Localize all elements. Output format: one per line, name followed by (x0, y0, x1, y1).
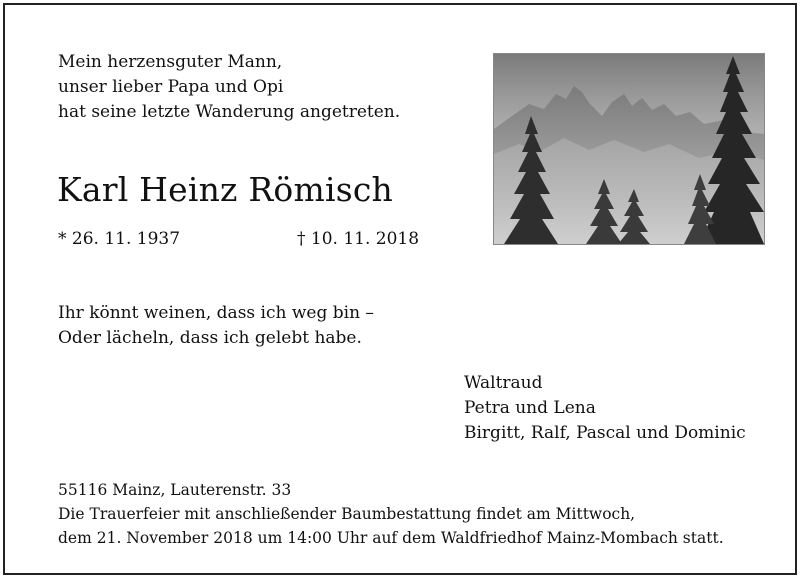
intro-line-2: unser lieber Papa und Opi (58, 77, 284, 97)
funeral-info (58, 478, 724, 550)
death-date: † 10. 11. 2018 (297, 229, 420, 249)
family-line-2: Petra und Lena (464, 398, 596, 418)
intro-text (58, 50, 400, 125)
intro-line-3: hat seine letzte Wanderung angetreten. (58, 102, 401, 122)
quote-line-2: Oder lächeln, dass ich gelebt habe. (58, 328, 362, 348)
intro-line-1: Mein herzensguter Mann, (58, 52, 283, 72)
address-line: 55116 Mainz, Lauterenstr. 33 (58, 481, 292, 499)
family-line-1: Waltraud (464, 373, 543, 393)
mountain-landscape-svg (494, 54, 764, 244)
memorial-quote (58, 301, 374, 351)
info-line-1: Die Trauerfeier mit anschließender Baumbestattung findet am Mittwoch, (58, 505, 636, 523)
info-line-2: dem 21. November 2018 um 14:00 Uhr auf dem Waldfriedhof Mainz-Mombach statt. (58, 529, 724, 547)
obituary-card (3, 3, 797, 575)
mountain-forest-image (493, 53, 765, 245)
quote-line-1: Ihr könnt weinen, dass ich weg bin – (58, 303, 374, 323)
birth-date: * 26. 11. 1937 (58, 229, 181, 249)
family-signature (464, 371, 746, 446)
deceased-name: Karl Heinz Römisch (57, 170, 393, 209)
family-line-3: Birgitt, Ralf, Pascal und Dominic (464, 423, 746, 443)
